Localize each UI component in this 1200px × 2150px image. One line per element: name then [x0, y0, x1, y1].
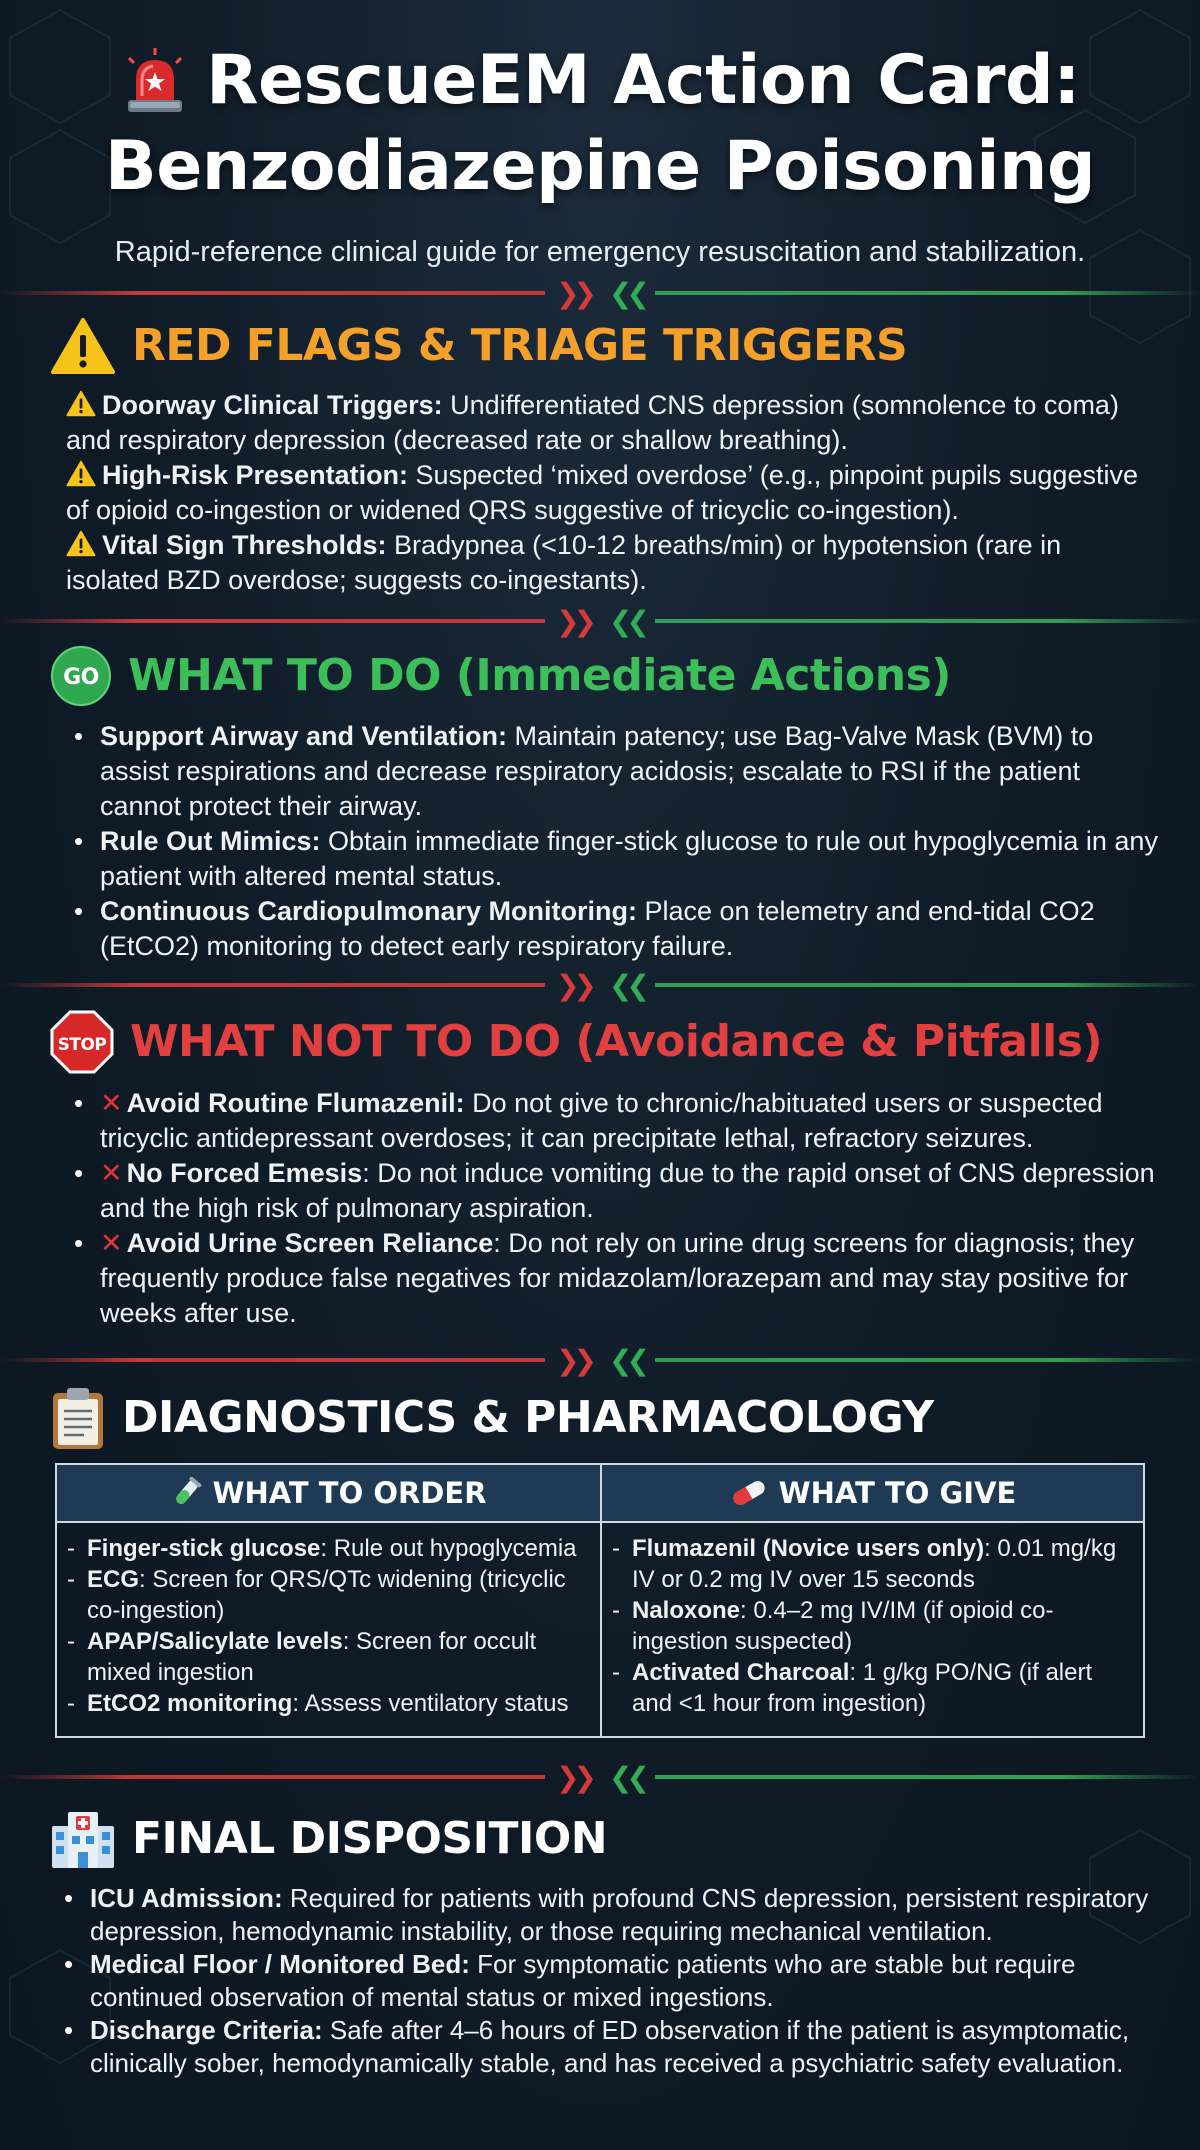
item-label: Naloxone [632, 1597, 741, 1624]
item-text: Maintain patency; use Bag-Valve Mask (BVM) to assist respirations and decrease respiratory acidosis; escalate to RSI if the patient cannot protect their airway. [100, 721, 1094, 821]
list-item [66, 388, 1160, 458]
item-label: Discharge Criteria: [90, 2015, 323, 2045]
item-label: Doorway Clinical Triggers: [102, 390, 443, 420]
warning-icon [66, 530, 96, 557]
red-flags-heading [50, 316, 1160, 376]
disposition-section [50, 1808, 1160, 2080]
list-item [66, 528, 1160, 598]
item-text: Safe after 4–6 hours of ED observation if the patient is asymptomatic, clinically sober, hemodynamically stable, and has received a psychiatric safety evaluation. [90, 2015, 1130, 2078]
item-text: Obtain immediate finger-stick glucose to rule out hypoglycemia in any patient with altered mental status. [100, 826, 1158, 891]
list-item [70, 1086, 1160, 1156]
list-item [70, 894, 1160, 964]
item-label: Medical Floor / Monitored Bed: [90, 1949, 470, 1979]
go-badge-text: GO [63, 665, 99, 690]
what-not-to-do-heading [50, 1010, 1160, 1074]
item-text: Suspected ‘mixed overdose’ (e.g., pinpoint pupils suggestive of opioid co-ingestion or widened QRS suggestive of tricyclic co-ingestion). [66, 460, 1138, 525]
what-not-to-do-title: WHAT NOT TO DO (Avoidance & Pitfalls) [130, 1016, 1103, 1067]
title-text-2: Benzodiazepine Poisoning [104, 127, 1096, 206]
red-flags-list [50, 388, 1160, 598]
list-item [60, 2014, 1160, 2080]
item-label: High-Risk Presentation: [102, 460, 409, 490]
stop-icon [50, 1010, 114, 1074]
item-label: EtCO2 monitoring [87, 1690, 293, 1717]
item-text: : Screen for QRS/QTc widening (tricyclic co-ingestion) [87, 1566, 566, 1624]
item-text: Required for patients with profound CNS depression, persistent respiratory depression, hemodynamic instability, or those requiring mechanical ventilation. [90, 1883, 1149, 1946]
item-text: : Do not rely on urine drug screens for diagnosis; they frequently produce false negatives for midazolam/lorazepam and may stay positive for weeks after use. [100, 1228, 1135, 1328]
column-header-text: WHAT TO ORDER [212, 1476, 487, 1510]
item-text: Place on telemetry and end-tidal CO2 (EtCO2) monitoring to detect early respiratory failure. [100, 896, 1095, 961]
x-mark-icon: ✕ [100, 1088, 123, 1119]
what-to-give-list [602, 1523, 1143, 1719]
clipboard-icon [50, 1385, 106, 1451]
item-text: : 1 g/kg PO/NG (if alert and <1 hour from ingestion) [632, 1659, 1093, 1717]
go-icon [50, 645, 112, 707]
test-tube-icon [170, 1477, 202, 1509]
x-mark-icon: ✕ [100, 1228, 123, 1259]
what-to-do-heading [50, 645, 1160, 707]
what-not-to-do-section [50, 1010, 1160, 1331]
list-item [70, 719, 1160, 824]
list-item [70, 1156, 1160, 1226]
item-label: Activated Charcoal [632, 1659, 850, 1686]
item-label: Rule Out Mimics: [100, 826, 321, 856]
red-flags-section [50, 316, 1160, 598]
column-header-text: WHAT TO GIVE [778, 1476, 1017, 1510]
list-item [70, 824, 1160, 894]
what-to-give-column [600, 1465, 1143, 1736]
page-title-line-2 [0, 124, 1200, 210]
hospital-icon [50, 1808, 116, 1870]
list-item [67, 1564, 590, 1626]
item-text: : 0.4–2 mg IV/IM (if opioid co-ingestion suspected) [632, 1597, 1054, 1655]
item-label: Avoid Urine Screen Reliance [126, 1228, 494, 1258]
item-text: : Rule out hypoglycemia [320, 1535, 577, 1562]
list-item [612, 1595, 1133, 1657]
siren-icon [120, 46, 190, 116]
what-to-give-header [602, 1465, 1143, 1523]
what-to-do-list [50, 719, 1160, 964]
disposition-title: FINAL DISPOSITION [132, 1813, 608, 1864]
diagnostics-table [55, 1463, 1145, 1738]
section-divider: ❯❯ ❮❮ [0, 278, 1200, 308]
page-subtitle: Rapid-reference clinical guide for emergency resuscitation and stabilization. [114, 236, 1086, 268]
what-to-order-column [57, 1465, 600, 1736]
stop-badge-text: STOP [57, 1035, 107, 1055]
list-item [66, 458, 1160, 528]
item-text: Undifferentiated CNS depression (somnolence to coma) and respiratory depression (decreased rate or shallow breathing). [66, 390, 1119, 455]
item-label: Support Airway and Ventilation: [100, 721, 508, 751]
list-item [60, 1882, 1160, 1948]
item-label: Finger-stick glucose [87, 1535, 321, 1562]
x-mark-icon: ✕ [100, 1158, 123, 1189]
pill-icon [729, 1478, 769, 1508]
section-divider: ❯❯ ❮❮ [0, 1345, 1200, 1375]
item-label: APAP/Salicylate levels [87, 1628, 343, 1655]
item-text: : Assess ventilatory status [292, 1690, 569, 1717]
item-label: No Forced Emesis [126, 1158, 363, 1188]
disposition-heading [50, 1808, 1160, 1870]
item-text: : Do not induce vomiting due to the rapid onset of CNS depression and the high risk of pulmonary aspiration. [100, 1158, 1155, 1223]
warning-icon [66, 390, 96, 417]
item-label: ECG [87, 1566, 140, 1593]
disposition-list [50, 1882, 1160, 2080]
section-divider: ❯❯ ❮❮ [0, 606, 1200, 636]
item-text: For symptomatic patients who are stable but require continued observation of mental status or mixed ingestions. [90, 1949, 1076, 2012]
diagnostics-heading [50, 1385, 1160, 1451]
warning-icon [50, 317, 116, 375]
warning-icon [66, 460, 96, 487]
item-label: Avoid Routine Flumazenil: [126, 1088, 465, 1118]
title-text-1: RescueEM Action Card: [206, 41, 1080, 120]
item-text: Bradypnea (<10-12 breaths/min) or hypotension (rare in isolated BZD overdose; suggests co-ingestants). [66, 530, 1062, 595]
what-to-order-list [57, 1523, 600, 1719]
list-item [612, 1657, 1133, 1719]
item-label: Continuous Cardiopulmonary Monitoring: [100, 896, 637, 926]
list-item [70, 1226, 1160, 1331]
item-text: : Screen for occult mixed ingestion [87, 1628, 537, 1686]
red-flags-title: RED FLAGS & TRIAGE TRIGGERS [132, 320, 908, 371]
item-label: Flumazenil (Novice users only) [632, 1535, 985, 1562]
diagnostics-section [50, 1385, 1160, 1451]
list-item [67, 1688, 590, 1719]
list-item [612, 1533, 1133, 1595]
section-divider: ❯❯ ❮❮ [0, 970, 1200, 1000]
section-divider: ❯❯ ❮❮ [0, 1762, 1200, 1792]
what-to-do-title: WHAT TO DO (Immediate Actions) [128, 650, 951, 701]
card-header [0, 0, 1200, 285]
what-to-order-header [57, 1465, 600, 1523]
item-text: Do not give to chronic/habituated users or suspected tricyclic antidepressant overdoses; it can precipitate lethal, refractory seizures. [100, 1088, 1103, 1153]
diagnostics-title: DIAGNOSTICS & PHARMACOLOGY [122, 1392, 934, 1443]
item-text: : 0.01 mg/kg IV or 0.2 mg IV over 15 seconds [632, 1535, 1117, 1593]
page-title-line-1 [0, 38, 1200, 124]
what-to-do-section [50, 645, 1160, 964]
list-item [60, 1948, 1160, 2014]
list-item [67, 1533, 590, 1564]
list-item [67, 1626, 590, 1688]
what-not-to-do-list [50, 1086, 1160, 1331]
item-label: ICU Admission: [90, 1883, 283, 1913]
item-label: Vital Sign Thresholds: [102, 530, 387, 560]
